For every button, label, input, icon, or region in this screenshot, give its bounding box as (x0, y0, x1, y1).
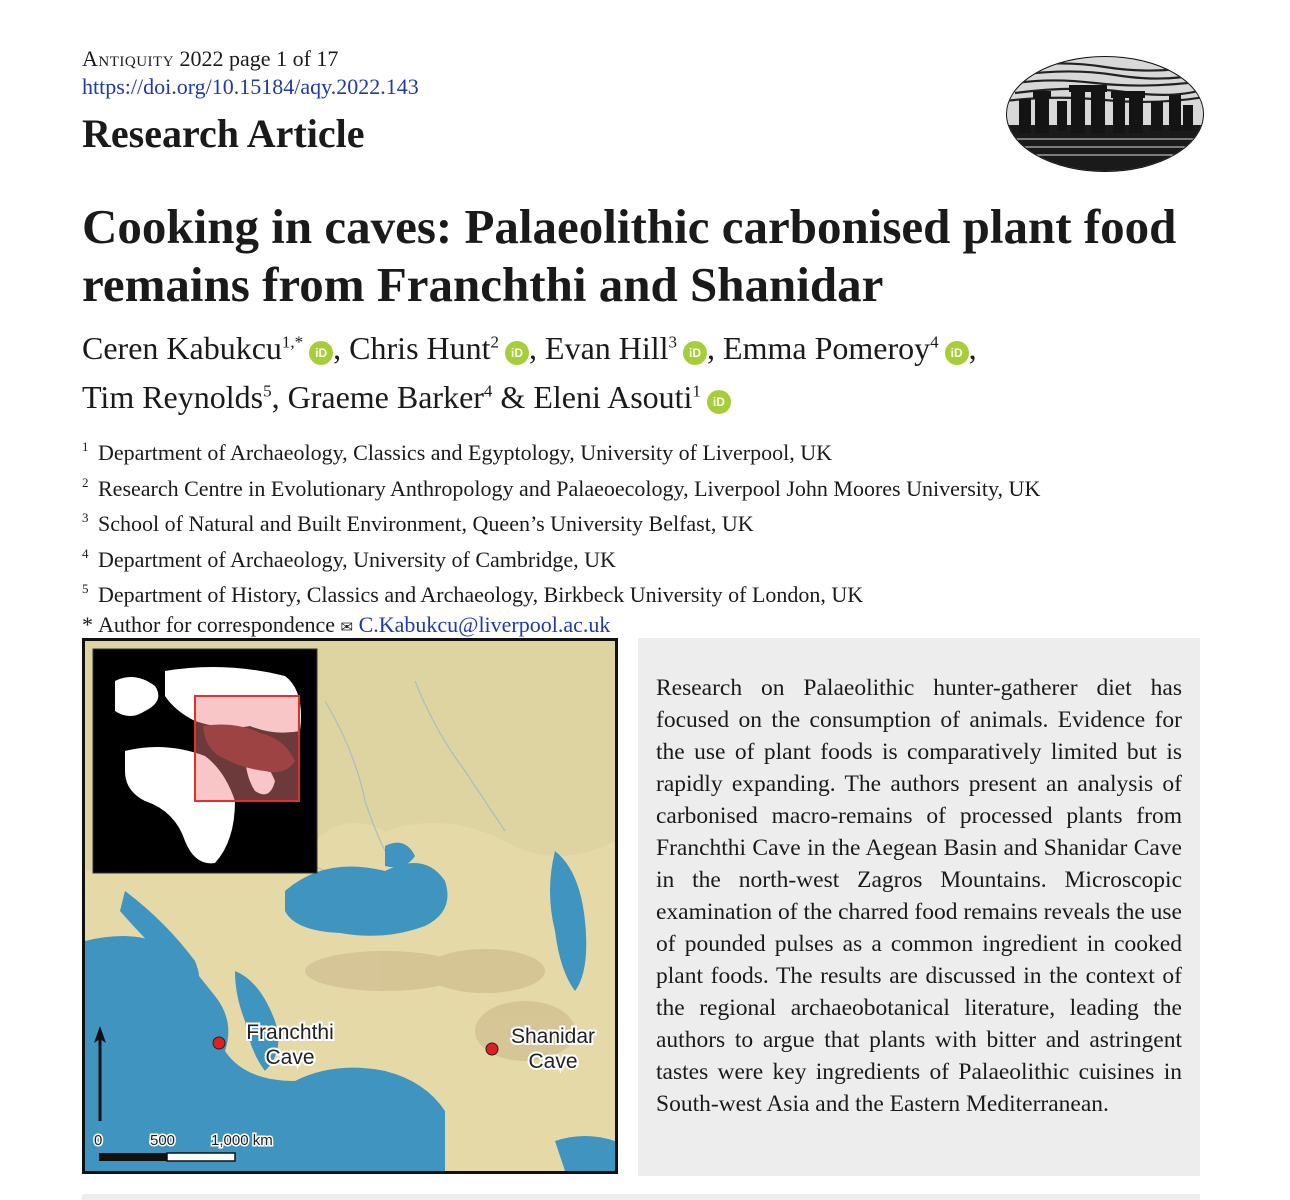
envelope-icon: ✉ (340, 619, 354, 636)
abstract-text: Research on Palaeolithic hunter-gatherer diet has focused on the consumption of animals. Evidence for the use of plant foods is comparatively limited but is rapidly expanding. The authors present an analysis of carbonised macro-remains of processed plants from Franchthi Cave in the Aegean Basin and Shanidar Cave in the north-west Zagros Mountains. Microscopic examination of the charred food remains reveals the use of pounded pulses as a common ingredient in cooked plant foods. The results are discussed in the context of the regional archaeobotanical literature, leading the authors to argue that plants with bitter and astringent tastes were key ingredients of Palaeolithic cuisines in South-west Asia and the Eastern Mediterranean. (656, 675, 1182, 1117)
article-title: Cooking in caves: Palaeolithic carbonised plant food remains from Franchthi and Shanidar (82, 199, 1177, 312)
scale-bar (99, 1153, 235, 1161)
article-type: Research Article (82, 111, 365, 156)
correspondence-email-link[interactable]: C.Kabukcu@liverpool.ac.uk (358, 611, 611, 637)
scale-label-0: 0 (94, 1132, 103, 1149)
orcid-icon[interactable]: iD (945, 341, 969, 365)
franchthi-label: Cave (265, 1046, 315, 1069)
scale-label-500: 500 (150, 1132, 176, 1149)
affiliation-item: $^3$ School of Natural and Built Environment, Queen’s University Belfast, UK (82, 510, 754, 536)
journal-line (82, 46, 338, 72)
author: Graeme Barker$^4$ & (287, 379, 534, 416)
author-list (82, 320, 1232, 419)
shanidar-label: Cave (528, 1050, 578, 1073)
author: Emma Pomeroy$^4$iD , (723, 329, 977, 366)
affiliations (82, 432, 1040, 643)
author: Chris Hunt$^2$iD , (349, 329, 546, 366)
journal-logo (1005, 55, 1205, 173)
location-map (82, 638, 618, 1174)
author: Evan Hill$^3$iD , (545, 329, 724, 366)
divider (82, 1194, 1200, 1200)
affiliation-item: $^4$ Department of Archaeology, University of Cambridge, UK (82, 545, 616, 572)
orcid-icon[interactable]: iD (505, 341, 529, 365)
orcid-icon[interactable]: iD (309, 341, 333, 365)
journal-name: Antiquity (82, 46, 175, 71)
journal-page-info: 2022 page 1 of 17 (174, 46, 339, 71)
doi-link[interactable]: https://doi.org/10.15184/aqy.2022.143 (82, 74, 419, 99)
site-marker-shanidar (486, 1043, 498, 1055)
affiliation-item: $^2$ Research Centre in Evolutionary Anthropology and Palaeoecology, Liverpool John Moores University, UK (82, 474, 1041, 501)
author: Ceren Kabukcu$^{1,*}$iD , (82, 329, 350, 366)
franchthi-label: Franchthi (246, 1021, 334, 1044)
author: Eleni Asouti$^1$iD (533, 379, 731, 415)
affiliation-item: $^1$ Department of Archaeology, Classics and Egyptology, University of Liverpool, UK (82, 439, 832, 465)
affiliation-item: $^5$ Department of History, Classics and Archaeology, Birkbeck University of London, UK (82, 581, 864, 607)
correspondence: * Author for correspondence ✉ C.Kabukcu@liverpool.ac.uk (82, 611, 611, 637)
author: Tim Reynolds$^5$, (82, 379, 288, 416)
scale-label-1000: 1,000 km (211, 1132, 273, 1149)
orcid-icon[interactable]: iD (683, 341, 707, 365)
shanidar-label: Shanidar (510, 1025, 596, 1048)
orcid-icon[interactable]: iD (707, 390, 731, 414)
site-marker-franchthi (213, 1037, 225, 1049)
abstract-panel (638, 638, 1200, 1176)
